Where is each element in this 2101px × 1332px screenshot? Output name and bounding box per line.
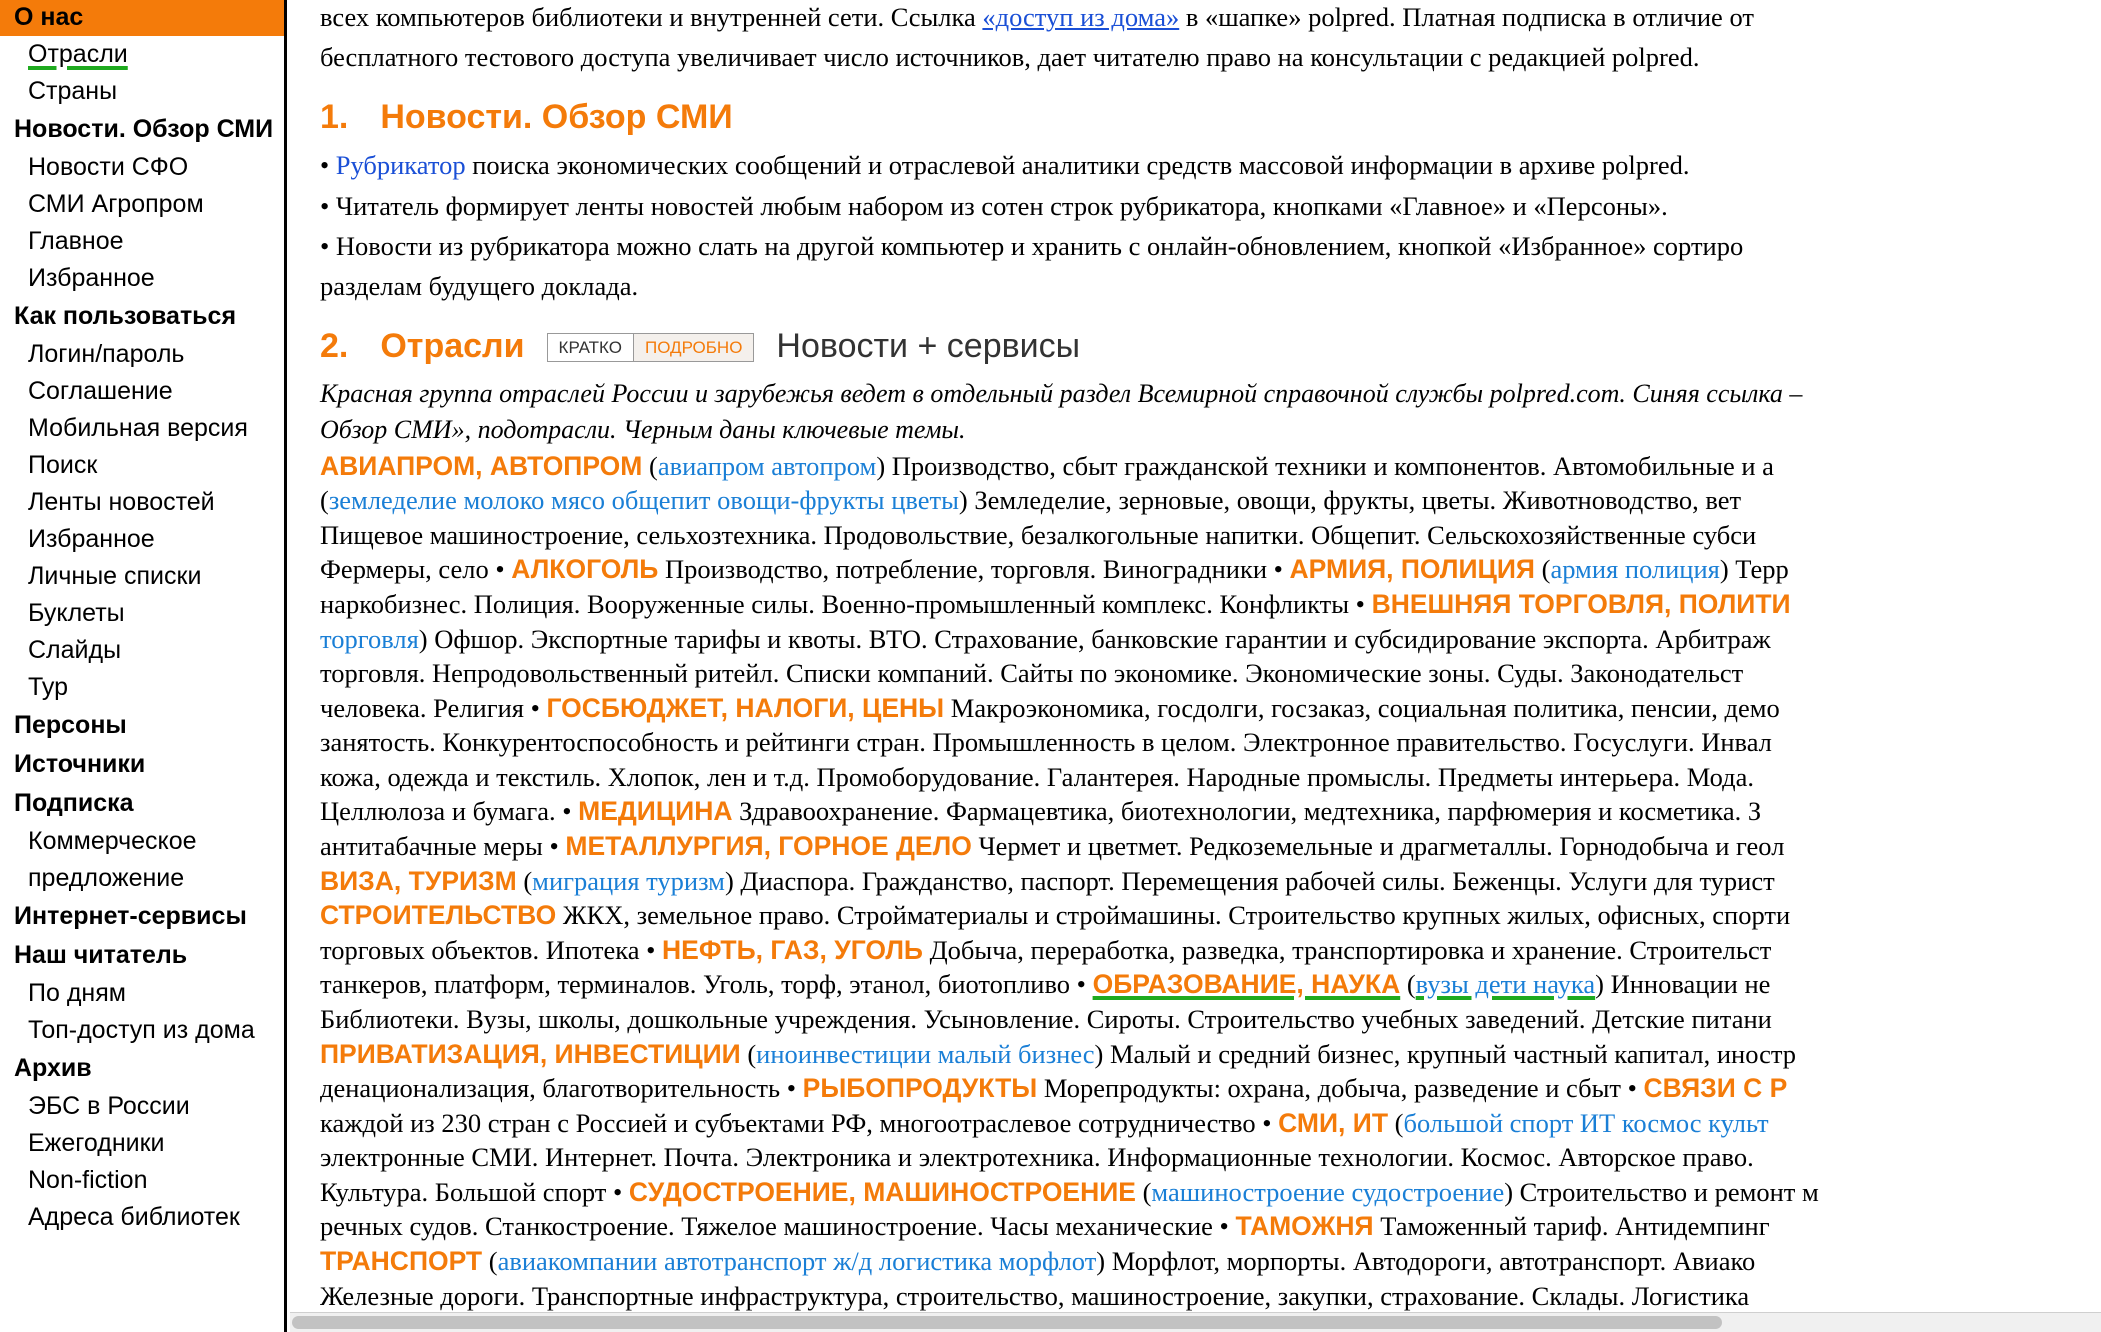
industry-body-text: торговля. Непродовольственный ритейл. Списки компаний. Сайты по экономике. Экономические зоны. Суды. Законодательст	[320, 658, 1744, 689]
sidebar-item-label: Интернет-сервисы	[14, 902, 247, 930]
sidebar-item-label: Ленты новостей	[28, 488, 215, 516]
industry-line-6	[320, 656, 2101, 691]
industry-category-label[interactable]: МЕТАЛЛУРГИЯ, ГОРНОЕ ДЕЛО	[565, 831, 972, 862]
sidebar-item-10[interactable]	[0, 410, 284, 447]
sidebar-item-21[interactable]	[0, 823, 284, 860]
industry-body-text: денационализация, благотворительность •	[320, 1073, 803, 1104]
sidebar-item-label: Новости. Обзор СМИ	[14, 115, 274, 143]
sidebar-item-label: Соглашение	[28, 377, 173, 405]
industry-category-label[interactable]: РЫБОПРОДУКТЫ	[802, 1073, 1038, 1104]
industry-body-text: (	[642, 450, 658, 481]
sidebar-item-19[interactable]	[0, 745, 284, 784]
industry-body-text: (	[516, 865, 533, 896]
industry-line-4	[320, 587, 2101, 622]
industry-category-label[interactable]: ТРАНСПОРТ	[320, 1246, 483, 1276]
sidebar-item-label: Личные списки	[28, 562, 202, 590]
rubricator-link[interactable]: Рубрикатор	[335, 150, 466, 181]
sidebar-item-24[interactable]	[0, 936, 284, 975]
sidebar-item-label: Слайды	[28, 636, 122, 664]
sidebar-item-8[interactable]	[0, 336, 284, 373]
industry-body-text: (	[482, 1246, 498, 1276]
sidebar-item-list	[0, 36, 284, 1236]
industry-line-7	[320, 691, 2101, 726]
section-1-number: 1.	[320, 98, 349, 137]
industry-subsection-link[interactable]: армия полиция	[1550, 554, 1720, 585]
industry-body-text: (	[1388, 1107, 1404, 1138]
sidebar-item-13[interactable]	[0, 521, 284, 558]
sidebar-item-label: Новости СФО	[28, 153, 189, 181]
industry-category-label[interactable]: НЕФТЬ, ГАЗ, УГОЛЬ	[662, 934, 923, 965]
industry-line-14	[320, 933, 2101, 968]
industry-subsection-link[interactable]: авиакомпании автотранспорт ж/д логистика морфлот	[497, 1246, 1097, 1276]
industry-category-label[interactable]: АРМИЯ, ПОЛИЦИЯ	[1289, 554, 1535, 585]
sidebar-item-30[interactable]	[0, 1162, 284, 1199]
sidebar-item-label: предложение	[28, 864, 185, 892]
industry-line-20	[320, 1140, 2101, 1175]
toggle-option-detailed[interactable]: ПОДРОБНО	[633, 334, 753, 361]
horizontal-scrollbar-thumb[interactable]	[292, 1316, 1722, 1329]
intro-text-a: всех компьютеров библиотеки и внутренней сети. Ссылка	[320, 2, 983, 32]
industry-line-12	[320, 864, 2101, 899]
sidebar-item-11[interactable]	[0, 447, 284, 484]
industry-category-label[interactable]: СМИ, ИТ	[1278, 1107, 1389, 1138]
industry-body-text: ) Земледелие, зерновые, овощи, фрукты, цветы. Животноводство, вет	[958, 485, 1742, 516]
industry-body-text: электронные СМИ. Интернет. Почта. Электроника и электротехника. Информационные технологии. Космос. Авторское право.	[320, 1142, 1754, 1173]
section-1-bullet-1	[320, 148, 2101, 183]
industry-line-16	[320, 1002, 2101, 1037]
sidebar-item-label: Страны	[28, 77, 118, 105]
section-1-bullet-2: • Читатель формирует ленты новостей любым набором из сотен строк рубрикатора, кнопками «Главное» и «Персоны».	[320, 190, 1668, 221]
sidebar-item-label: Подписка	[14, 789, 134, 817]
industry-body-text: Культура. Большой спорт •	[320, 1176, 629, 1207]
sidebar-item-15[interactable]	[0, 595, 284, 632]
toggle-option-brief[interactable]: КРАТКО	[548, 334, 633, 361]
industry-category-label[interactable]: ГОСБЮДЖЕТ, НАЛОГИ, ЦЕНЫ	[546, 692, 945, 723]
industry-body-text: ) Морфлот, морпорты. Автодороги, автотранспорт. Авиако	[1096, 1246, 1756, 1276]
industry-category-label[interactable]: ТАМОЖНЯ	[1235, 1211, 1374, 1242]
industry-body-text: (	[320, 485, 329, 516]
section-2-note-line1: Красная группа отраслей России и зарубежья ведет в отдельный раздел Всемирной справочной службы polpred.com. Синяя ссылка –	[320, 379, 1803, 409]
industry-line-13	[320, 898, 2101, 933]
industry-line-22	[320, 1209, 2101, 1244]
industry-subsection-link[interactable]: земледелие молоко мясо общепит овощи-фрукты цветы	[328, 485, 959, 516]
industry-line-8	[320, 725, 2101, 760]
industry-body-text: (	[1400, 969, 1416, 1000]
industry-body-text: ) Строительство и ремонт м	[1504, 1176, 1819, 1207]
industry-body-text: Пищевое машиностроение, сельхозтехника. Продовольствие, безалкогольные напитки. Общепит. Сельскохозяйственные субси	[320, 519, 1757, 550]
industry-body-text: Морепродукты: охрана, добыча, разведение и сбыт •	[1037, 1073, 1644, 1104]
sidebar-item-5[interactable]	[0, 223, 284, 260]
industry-body-text: каждой из 230 стран с Россией и субъектами РФ, многоотраслевое сотрудничество •	[320, 1107, 1279, 1138]
industry-line-9	[320, 760, 2101, 795]
industry-body-text: танкеров, платформ, терминалов. Уголь, торф, этанол, биотопливо •	[320, 969, 1093, 1000]
horizontal-scrollbar[interactable]	[290, 1312, 2101, 1332]
industry-category-label[interactable]: АВИАПРОМ, АВТОПРОМ	[320, 450, 643, 481]
sidebar-item-9[interactable]	[0, 373, 284, 410]
sidebar-item-14[interactable]	[0, 558, 284, 595]
section-1-bullet-3-line2: разделам будущего доклада.	[320, 271, 639, 302]
industry-subsection-link-highlighted[interactable]: вузы дети наука	[1415, 969, 1596, 1000]
industry-text-block	[320, 449, 2101, 1313]
sidebar-item-25[interactable]	[0, 975, 284, 1012]
sidebar-item-12[interactable]	[0, 484, 284, 521]
industry-body-text: ) Офшор. Экспортные тарифы и квоты. ВТО. Страхование, банковские гарантии и субсидирование экспорта. Арбитраж	[418, 623, 1771, 654]
sidebar-item-label: Избранное	[28, 264, 155, 292]
section-1-bullet-3-line1: • Новости из рубрикатора можно слать на другой компьютер и хранить с онлайн-обновлением, кнопкой «Избранное» сортиро	[320, 230, 1744, 261]
industry-body-text: (	[1135, 1176, 1152, 1207]
sidebar-item-16[interactable]	[0, 632, 284, 669]
industry-body-text: Производство, потребление, торговля. Виноградники •	[658, 554, 1290, 585]
bullet-1-text: поиска экономических сообщений и отраслевой аналитики средств массовой информации в архиве polpred.	[465, 150, 1690, 181]
industry-line-3	[320, 552, 2101, 587]
sidebar-item-18[interactable]	[0, 706, 284, 745]
industry-line-24	[320, 1279, 2101, 1314]
bullet-marker: •	[320, 151, 330, 181]
sidebar-item-31[interactable]	[0, 1199, 284, 1236]
industry-body-text: Чермет и цветмет. Редкоземельные и драгметаллы. Горнодобыча и геол	[971, 831, 1785, 862]
sidebar-item-label: Избранное	[28, 525, 155, 553]
industry-subsection-link[interactable]: машиностроение судостроение	[1151, 1176, 1505, 1207]
industry-subsection-link[interactable]: иноинвестиции малый бизнес	[756, 1038, 1095, 1069]
industry-line-10	[320, 794, 2101, 829]
sidebar-header[interactable]: О нас	[0, 0, 284, 36]
sidebar-item-0[interactable]	[0, 36, 284, 73]
industry-body-text: ) Диаспора. Гражданство, паспорт. Перемещения рабочей силы. Беженцы. Услуги для турист	[724, 865, 1775, 896]
section-2-number: 2.	[320, 327, 349, 366]
sidebar-item-23[interactable]	[0, 897, 284, 936]
industry-line-15	[320, 967, 2101, 1002]
industry-category-label-highlighted[interactable]: ОБРАЗОВАНИЕ, НАУКА	[1092, 969, 1401, 1000]
sidebar-item-label: Логин/пароль	[28, 340, 185, 368]
industry-body-text: Библиотеки. Вузы, школы, дошкольные учреждения. Усыновление. Сироты. Строительство учебных заведений. Детские питани	[320, 1003, 1772, 1034]
industry-line-23	[320, 1244, 2101, 1279]
section-2-subtitle: Новости + сервисы	[776, 327, 1081, 366]
industry-body-text: Таможенный тариф. Антидемпинг	[1373, 1211, 1770, 1242]
industry-line-18	[320, 1071, 2101, 1106]
industry-body-text: ) Инновации не	[1595, 969, 1771, 1000]
industry-body-text: Фермеры, село •	[320, 554, 512, 585]
sidebar-item-label: Ежегодники	[28, 1129, 165, 1157]
sidebar-item-1[interactable]	[0, 73, 284, 110]
industry-line-21	[320, 1175, 2101, 1210]
sidebar-item-label: Адреса библиотек	[28, 1203, 240, 1231]
section-2-heading	[320, 325, 2101, 369]
sidebar-item-label: СМИ Агропром	[28, 190, 204, 218]
industry-subsection-link[interactable]: торговля	[320, 623, 419, 654]
industry-category-label[interactable]: МЕДИЦИНА	[578, 796, 733, 827]
industry-body-text: Добыча, переработка, разведка, транспортировка и хранение. Строительст	[922, 934, 1772, 965]
industry-category-label[interactable]: СУДОСТРОЕНИЕ, МАШИНОСТРОЕНИЕ	[628, 1176, 1136, 1207]
industry-subsection-link[interactable]: миграция туризм	[532, 865, 725, 896]
industry-line-0	[320, 449, 2101, 484]
industry-line-19	[320, 1106, 2101, 1141]
sidebar-item-26[interactable]	[0, 1012, 284, 1049]
sidebar-item-22[interactable]	[0, 860, 284, 897]
section-1-heading	[320, 96, 2101, 140]
sidebar-item-label: Как пользоваться	[14, 302, 237, 330]
section-2-note-line2: Обзор СМИ», подотрасли. Черным даны ключевые темы.	[320, 414, 966, 444]
sidebar-item-20[interactable]	[0, 784, 284, 823]
industry-line-5	[320, 622, 2101, 657]
sidebar-item-label: Источники	[14, 750, 146, 778]
industry-subsection-link[interactable]: большой спорт ИТ космос культ	[1403, 1107, 1769, 1138]
industry-body-text: занятость. Конкурентоспособность и рейтинги стран. Промышленность в целом. Электронное правительство. Госуслуги. Инвал	[320, 727, 1772, 758]
sidebar-item-27[interactable]	[0, 1049, 284, 1088]
sidebar-item-label: Буклеты	[28, 599, 125, 627]
industry-body-text: ) Терр	[1719, 554, 1789, 585]
sidebar-item-28[interactable]	[0, 1088, 284, 1125]
industry-line-11	[320, 829, 2101, 864]
section-1-title[interactable]: Новости. Обзор СМИ	[380, 98, 733, 137]
sidebar-item-label: Главное	[28, 227, 124, 255]
sidebar-item-4[interactable]	[0, 186, 284, 223]
industry-body-text: ) Малый и средний бизнес, крупный частный капитал, иностр	[1094, 1038, 1797, 1069]
industry-category-label[interactable]: АЛКОГОЛЬ	[511, 554, 659, 585]
sidebar-item-label: Тур	[28, 673, 68, 701]
industry-body-text: торговых объектов. Ипотека •	[320, 934, 663, 965]
sidebar-item-2[interactable]	[0, 110, 284, 149]
sidebar-item-3[interactable]	[0, 149, 284, 186]
sidebar-item-label: Топ-доступ из дома	[28, 1016, 255, 1044]
industry-body-text: речных судов. Станкостроение. Тяжелое машиностроение. Часы механические •	[320, 1211, 1236, 1242]
sidebar-item-label: Архив	[14, 1054, 92, 1082]
industry-category-label[interactable]: СТРОИТЕЛЬСТВО	[320, 900, 557, 931]
industry-body-text: наркобизнес. Полиция. Вооруженные силы. Военно-промышленный комплекс. Конфликты •	[320, 589, 1372, 620]
industry-body-text: ) Производство, сбыт гражданской техники и компонентов. Автомобильные и а	[876, 450, 1774, 481]
sidebar-item-label: ЭБС в России	[28, 1092, 190, 1120]
home-access-link[interactable]: «доступ из дома»	[982, 2, 1180, 32]
industry-line-17	[320, 1037, 2101, 1072]
sidebar-item-6[interactable]	[0, 260, 284, 297]
section-2-title[interactable]: Отрасли	[380, 327, 525, 366]
sidebar-item-17[interactable]	[0, 669, 284, 706]
detail-level-toggle[interactable]	[547, 333, 755, 362]
intro-paragraph-line1	[320, 0, 2101, 34]
sidebar-item-label: Отрасли	[28, 40, 128, 68]
industry-category-label[interactable]: ПРИВАТИЗАЦИЯ, ИНВЕСТИЦИИ	[320, 1038, 741, 1069]
industry-body-text: (	[740, 1038, 757, 1069]
intro-text-b: в «шапке» polpred. Платная подписка в отличие от	[1179, 2, 1754, 32]
industry-body-text: Здравоохранение. Фармацевтика, биотехнологии, медтехника, парфюмерия и косметика. З	[732, 796, 1762, 827]
industry-category-label[interactable]: СВЯЗИ С Р	[1643, 1073, 1788, 1104]
industry-body-text: Макроэкономика, госдолги, госзаказ, социальная политика, пенсии, демо	[944, 692, 1780, 723]
sidebar-item-label: Наш читатель	[14, 941, 188, 969]
industry-body-text: антитабачные меры •	[320, 831, 566, 862]
industry-category-label[interactable]: ВНЕШНЯЯ ТОРГОВЛЯ, ПОЛИТИ	[1371, 589, 1791, 620]
main-content	[290, 0, 2101, 1332]
industry-body-text: Целлюлоза и бумага. •	[320, 796, 579, 827]
sidebar-item-29[interactable]	[0, 1125, 284, 1162]
sidebar-item-label: Мобильная версия	[28, 414, 248, 442]
industry-body-text: ЖКХ, земельное право. Стройматериалы и строймашины. Строительство крупных жилых, офисных, спорти	[556, 900, 1791, 931]
industry-body-text: (	[1534, 554, 1551, 585]
sidebar-item-label: Коммерческое	[28, 827, 197, 855]
industry-line-2	[320, 518, 2101, 553]
sidebar	[0, 0, 287, 1332]
sidebar-item-7[interactable]	[0, 297, 284, 336]
sidebar-item-label: Персоны	[14, 711, 127, 739]
industry-line-1	[320, 483, 2101, 518]
industry-category-label[interactable]: ВИЗА, ТУРИЗМ	[320, 865, 517, 896]
sidebar-item-label: Поиск	[28, 451, 98, 479]
industry-subsection-link[interactable]: авиапром автопром	[657, 450, 877, 481]
sidebar-item-label: Non-fiction	[28, 1166, 148, 1194]
sidebar-item-label: По дням	[28, 979, 126, 1007]
industry-body-text: Железные дороги. Транспортные инфраструктура, строительство, машиностроение, закупки, страхование. Склады. Логистика	[320, 1280, 1750, 1311]
industry-body-text: кожа, одежда и текстиль. Хлопок, лен и т.д. Промоборудование. Галантерея. Народные промыслы. Предметы интерьера. Мода.	[320, 761, 1754, 792]
intro-paragraph-line2: бесплатного тестового доступа увеличивает число источников, дает читателю право на консультации с редакцией polpred.	[320, 42, 1700, 73]
industry-body-text: человека. Религия •	[320, 692, 547, 723]
